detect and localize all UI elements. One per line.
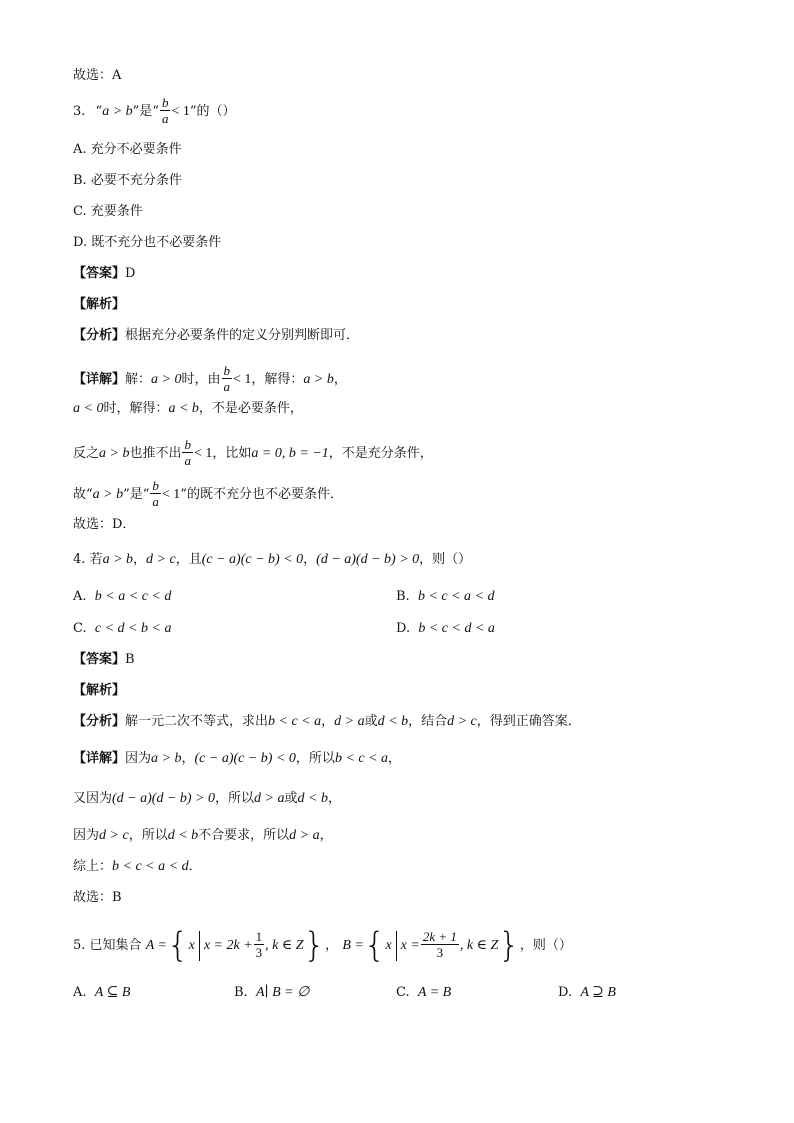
q5-option-a: A. A ⊆ B (73, 985, 131, 1000)
fraction: $\frac{2k + 1}{3}$ (422, 929, 457, 960)
q3-detail-1: 【详解】解：a > 0时，由 $\frac{b}{a}$ < 1，解得：a > b， (73, 363, 347, 394)
q4-detail-4: 综上：b < c < a < d． (73, 859, 202, 874)
q3-detail-2: a < 0时，解得：a < b，不是必要条件， (73, 401, 303, 416)
set-bar (396, 931, 397, 961)
q3-choose: 故选：D． (73, 517, 136, 532)
q3-analysis-heading: 【解析】 (73, 297, 126, 312)
q3-analyze: 【分析】根据充分必要条件的定义分别判断即可． (73, 328, 360, 343)
fraction: $\frac{b}{a}$ (152, 478, 159, 509)
q3-answer: 【答案】D (73, 266, 136, 281)
q4-answer: 【答案】B (73, 652, 135, 667)
left-brace: { (363, 925, 386, 966)
q4-stem: 4. 若a > b，d > c，且(c − a)(c − b) < 0，(d − a)(d − b) > 0，则（） (73, 552, 472, 567)
q2-choose: 故选：A (73, 68, 122, 83)
q4-option-a: A. b < a < c < d (73, 589, 172, 604)
q4-detail-2: 又因为(d − a)(d − b) > 0，所以d > a或d < b， (73, 791, 341, 806)
right-brace: } (303, 925, 326, 966)
q4-detail-1: 【详解】因为a > b，(c − a)(c − b) < 0，所以b < c < a， (73, 751, 402, 766)
q4-option-c: C. c < d < b < a (73, 621, 172, 636)
q3-detail-4: 故“a > b”是“ $\frac{b}{a}$ < 1”的既不充分也不必要条件． (73, 478, 343, 509)
q4-choose: 故选：B (73, 890, 122, 905)
q4-detail-3: 因为d > c，所以d < b不合要求，所以d > a， (73, 828, 333, 843)
fraction: $\frac{1}{3}$ (255, 929, 263, 960)
q3-option-a: A. 充分不必要条件 (73, 142, 182, 157)
q3-stem: 3. “a > b”是“ $\frac{b}{a}$ < 1”的（） (73, 95, 236, 126)
q3-option-c: C. 充要条件 (73, 204, 143, 219)
q3-option-d: D. 既不充分也不必要条件 (73, 235, 222, 250)
q4-analysis-heading: 【解析】 (73, 683, 126, 698)
fraction: $\frac{b}{a}$ (223, 363, 230, 394)
q5-option-c: C. A = B (396, 985, 452, 1000)
q4-option-d: D. b < c < d < a (396, 621, 495, 636)
set-bar (199, 931, 200, 961)
q5-option-d: D. A ⊇ B (558, 985, 616, 1000)
fraction: $\frac{b}{a}$ (184, 437, 191, 468)
q4-option-b: B. b < c < a < d (396, 589, 495, 604)
q3-option-b: B. 必要不充分条件 (73, 173, 182, 188)
q3-detail-3: 反之a > b也推不出 $\frac{b}{a}$ < 1，比如a = 0, b = −1，不是充分条件， (73, 437, 433, 468)
fraction: $\frac{b}{a}$ (161, 95, 169, 126)
left-brace: { (166, 925, 189, 966)
q4-analyze: 【分析】解一元二次不等式，求出b < c < a，d > a或d < b，结合d > c，得到正确答案． (73, 714, 581, 729)
q5-option-b: B. A∣ B = ∅ (234, 985, 310, 1000)
right-brace: } (498, 925, 520, 966)
q3-number: 3. (73, 104, 86, 119)
q5-stem: 5. 已知集合 A ={x x = 2k + $\frac{1}{3}$ , k ∈ Z}， B ={x x = $\frac{2k + 1}{3}$ , k ∈ Z}，则（） (73, 925, 572, 966)
